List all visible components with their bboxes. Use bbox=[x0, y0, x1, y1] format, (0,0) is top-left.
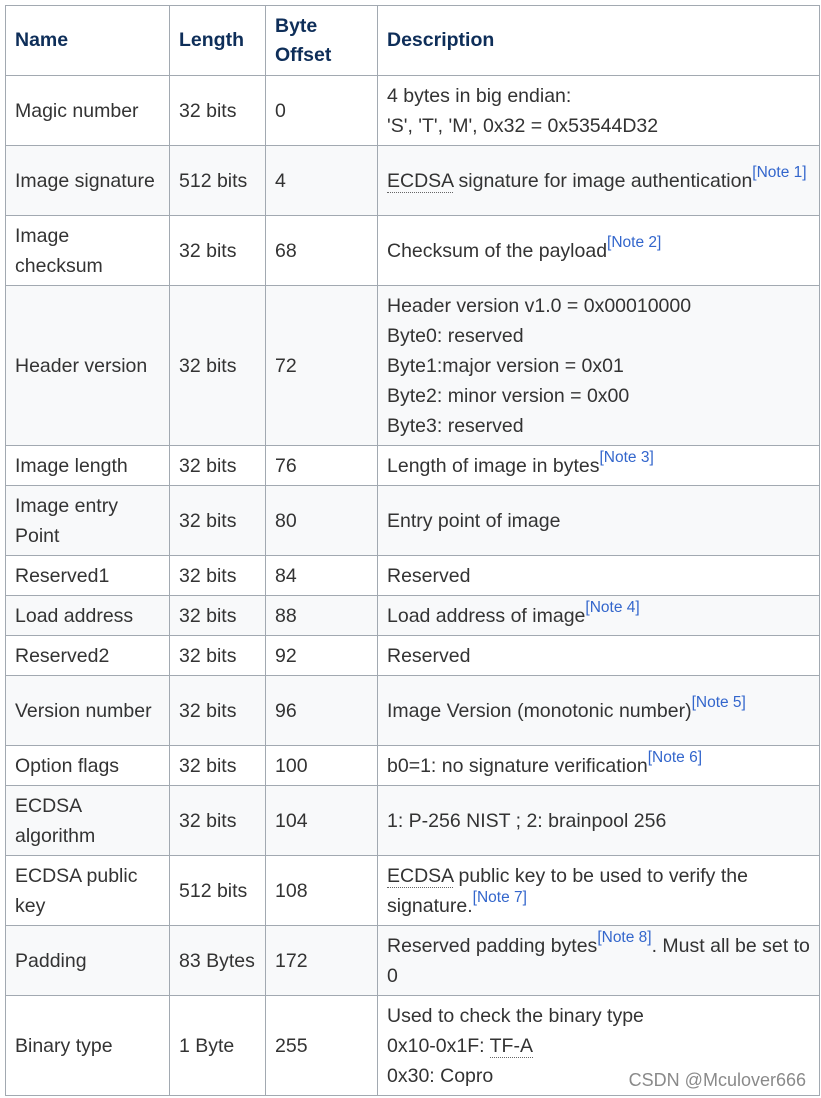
description-text: public key to be used to verify the signature. bbox=[387, 864, 748, 917]
cell-length: 32 bits bbox=[170, 216, 266, 286]
cell-name: Load address bbox=[6, 596, 170, 636]
cell-description bbox=[378, 856, 820, 926]
footnote-link[interactable]: [Note 5] bbox=[691, 694, 746, 711]
cell-offset: 88 bbox=[266, 596, 378, 636]
footnote-link[interactable]: [Note 1] bbox=[752, 164, 807, 181]
description-text: Byte3: reserved bbox=[387, 414, 524, 437]
table-row bbox=[6, 926, 820, 996]
cell-length: 32 bits bbox=[170, 76, 266, 146]
description-text: . Must all be set to 0 bbox=[387, 934, 810, 987]
description-line bbox=[387, 1031, 810, 1061]
cell-description bbox=[378, 786, 820, 856]
footnote-link[interactable]: [Note 6] bbox=[647, 749, 702, 766]
abbreviation: ECDSA bbox=[387, 864, 454, 887]
cell-description bbox=[378, 926, 820, 996]
footnote-link[interactable]: [Note 3] bbox=[599, 449, 654, 466]
cell-name: ECDSA algorithm bbox=[6, 786, 170, 856]
cell-length: 32 bits bbox=[170, 446, 266, 486]
description-text: b0=1: no signature verification bbox=[387, 754, 648, 777]
description-line bbox=[387, 506, 810, 536]
description-text: Reserved bbox=[387, 644, 471, 667]
description-line bbox=[387, 321, 810, 351]
cell-description bbox=[378, 146, 820, 216]
cell-name: Image checksum bbox=[6, 216, 170, 286]
description-line bbox=[387, 641, 810, 671]
cell-length: 83 Bytes bbox=[170, 926, 266, 996]
table-row bbox=[6, 556, 820, 596]
footnote-link[interactable]: [Note 7] bbox=[472, 889, 527, 906]
cell-offset: 0 bbox=[266, 76, 378, 146]
cell-name: Binary type bbox=[6, 996, 170, 1096]
table-row bbox=[6, 446, 820, 486]
cell-name: Image length bbox=[6, 446, 170, 486]
description-text: Byte2: minor version = 0x00 bbox=[387, 384, 630, 407]
cell-length: 32 bits bbox=[170, 786, 266, 856]
description-text: Byte0: reserved bbox=[387, 324, 524, 347]
abbreviation: ECDSA bbox=[387, 169, 454, 192]
cell-description bbox=[378, 596, 820, 636]
description-line bbox=[387, 111, 810, 141]
description-text: Byte1:major version = 0x01 bbox=[387, 354, 624, 377]
description-line bbox=[387, 81, 810, 111]
cell-name: Reserved2 bbox=[6, 636, 170, 676]
cell-description bbox=[378, 76, 820, 146]
description-line bbox=[387, 381, 810, 411]
header-length: Length bbox=[170, 6, 266, 76]
cell-offset: 104 bbox=[266, 786, 378, 856]
description-text: 4 bytes in big endian: bbox=[387, 84, 572, 107]
cell-length: 32 bits bbox=[170, 556, 266, 596]
table-row bbox=[6, 286, 820, 446]
cell-description bbox=[378, 746, 820, 786]
cell-length: 1 Byte bbox=[170, 996, 266, 1096]
cell-offset: 76 bbox=[266, 446, 378, 486]
description-line bbox=[387, 291, 810, 321]
cell-offset: 100 bbox=[266, 746, 378, 786]
table-row bbox=[6, 76, 820, 146]
cell-length: 512 bits bbox=[170, 856, 266, 926]
cell-name: Option flags bbox=[6, 746, 170, 786]
table-row bbox=[6, 636, 820, 676]
description-text: Entry point of image bbox=[387, 509, 561, 532]
description-line bbox=[387, 236, 810, 266]
description-text: Load address of image bbox=[387, 604, 586, 627]
cell-name: Image signature bbox=[6, 146, 170, 216]
abbreviation: TF-A bbox=[489, 1034, 533, 1057]
cell-offset: 84 bbox=[266, 556, 378, 596]
description-text: Length of image in bytes bbox=[387, 454, 600, 477]
cell-description bbox=[378, 286, 820, 446]
cell-description bbox=[378, 216, 820, 286]
cell-offset: 4 bbox=[266, 146, 378, 216]
cell-offset: 92 bbox=[266, 636, 378, 676]
footnote-link[interactable]: [Note 4] bbox=[585, 599, 640, 616]
description-line bbox=[387, 861, 810, 921]
cell-name: ECDSA public key bbox=[6, 856, 170, 926]
cell-name: Padding bbox=[6, 926, 170, 996]
cell-length: 32 bits bbox=[170, 636, 266, 676]
cell-length: 512 bits bbox=[170, 146, 266, 216]
description-text: 0x10-0x1F: bbox=[387, 1034, 490, 1057]
description-line bbox=[387, 451, 810, 481]
watermark-text: CSDN @Mculover666 bbox=[628, 1070, 806, 1090]
description-line bbox=[387, 696, 810, 726]
description-text: Reserved bbox=[387, 564, 471, 587]
table-row bbox=[6, 856, 820, 926]
description-line bbox=[387, 751, 810, 781]
description-line bbox=[387, 806, 810, 836]
description-line bbox=[387, 411, 810, 441]
description-line bbox=[387, 166, 810, 196]
cell-length: 32 bits bbox=[170, 596, 266, 636]
cell-offset: 68 bbox=[266, 216, 378, 286]
table-row bbox=[6, 486, 820, 556]
description-line bbox=[387, 1001, 810, 1031]
table-header-row bbox=[6, 6, 820, 76]
cell-description bbox=[378, 446, 820, 486]
cell-length: 32 bits bbox=[170, 286, 266, 446]
description-line bbox=[387, 561, 810, 591]
table-row bbox=[6, 676, 820, 746]
cell-offset: 80 bbox=[266, 486, 378, 556]
cell-description bbox=[378, 636, 820, 676]
table-row bbox=[6, 786, 820, 856]
cell-offset: 108 bbox=[266, 856, 378, 926]
description-text: signature for image authentication bbox=[453, 169, 753, 192]
footnote-link[interactable]: [Note 2] bbox=[607, 234, 662, 251]
description-text: Header version v1.0 = 0x00010000 bbox=[387, 294, 692, 317]
cell-name: Magic number bbox=[6, 76, 170, 146]
table-row bbox=[6, 146, 820, 216]
cell-offset: 72 bbox=[266, 286, 378, 446]
cell-description bbox=[378, 676, 820, 746]
table-row bbox=[6, 596, 820, 636]
cell-length: 32 bits bbox=[170, 746, 266, 786]
cell-description bbox=[378, 486, 820, 556]
footnote-link[interactable]: [Note 8] bbox=[597, 929, 652, 946]
stm32-header-table bbox=[5, 5, 820, 1096]
description-text: 0x30: Copro bbox=[387, 1064, 494, 1087]
header-byte-offset: Byte Offset bbox=[266, 6, 378, 76]
description-text: 'S', 'T', 'M', 0x32 = 0x53544D32 bbox=[387, 114, 659, 137]
cell-name: Header version bbox=[6, 286, 170, 446]
cell-name: Reserved1 bbox=[6, 556, 170, 596]
table-body bbox=[6, 76, 820, 1096]
cell-name: Image entry Point bbox=[6, 486, 170, 556]
description-text: Checksum of the payload bbox=[387, 239, 608, 262]
description-line bbox=[387, 601, 810, 631]
table-row bbox=[6, 746, 820, 786]
description-line bbox=[387, 931, 810, 991]
cell-offset: 172 bbox=[266, 926, 378, 996]
header-description: Description bbox=[378, 6, 820, 76]
cell-offset: 255 bbox=[266, 996, 378, 1096]
cell-description bbox=[378, 556, 820, 596]
description-text: 1: P-256 NIST ; 2: brainpool 256 bbox=[387, 809, 667, 832]
description-line bbox=[387, 351, 810, 381]
description-text: Reserved padding bytes bbox=[387, 934, 598, 957]
cell-name: Version number bbox=[6, 676, 170, 746]
table-row bbox=[6, 216, 820, 286]
description-text: Image Version (monotonic number) bbox=[387, 699, 692, 722]
header-name: Name bbox=[6, 6, 170, 76]
cell-length: 32 bits bbox=[170, 676, 266, 746]
cell-offset: 96 bbox=[266, 676, 378, 746]
description-text: Used to check the binary type bbox=[387, 1004, 644, 1027]
cell-length: 32 bits bbox=[170, 486, 266, 556]
